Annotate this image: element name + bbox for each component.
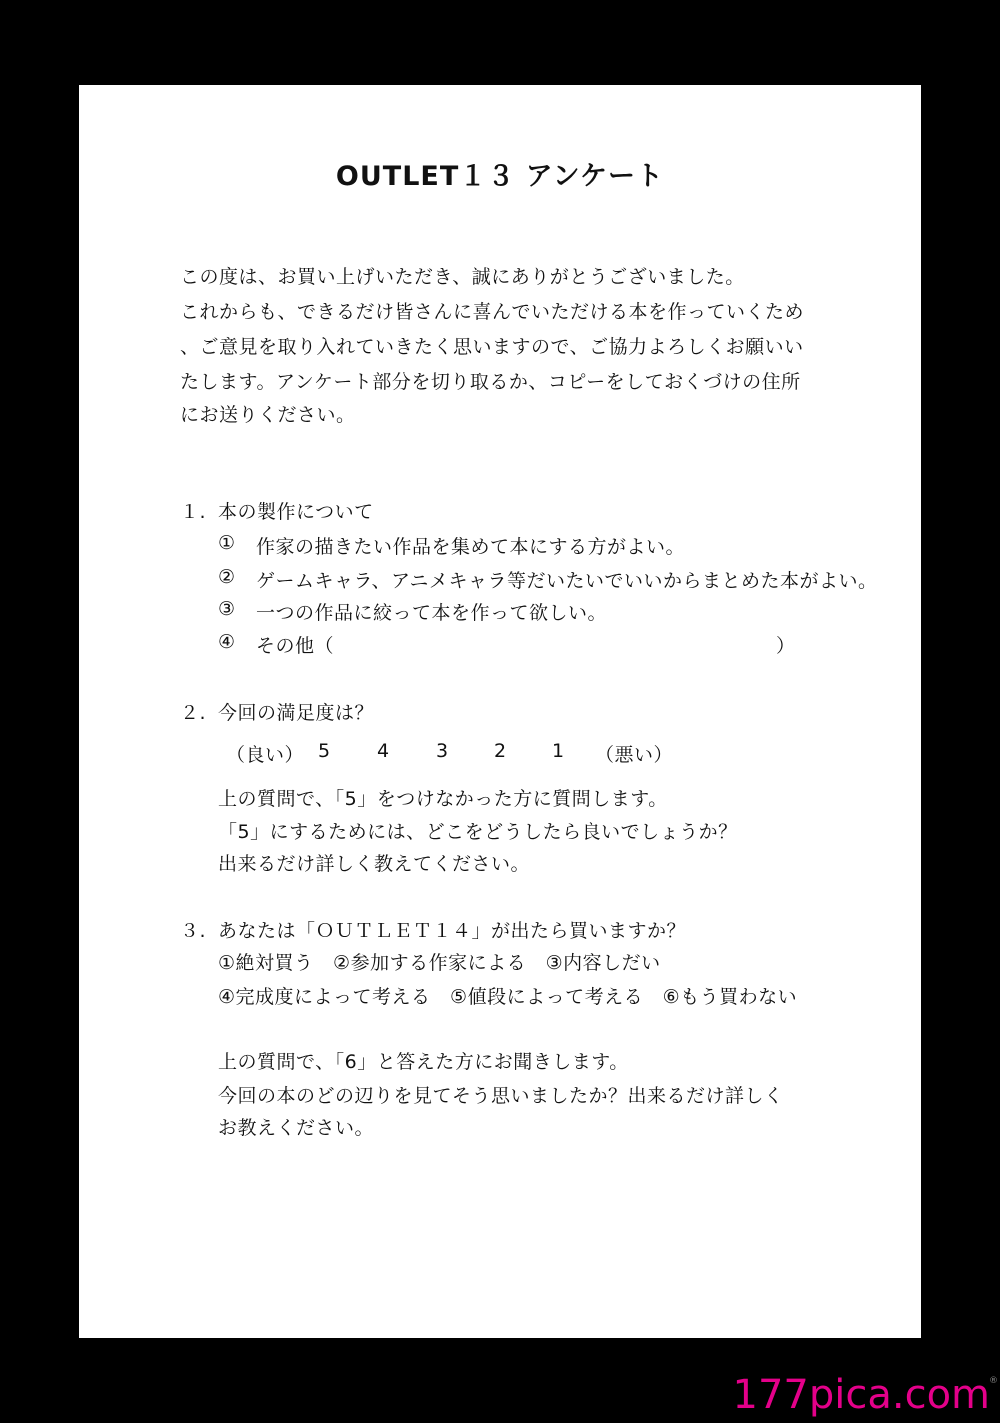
intro-line: この度は、お買い上げいただき、誠にありがとうございました。 <box>180 266 745 288</box>
intro-line: 、ご意見を取り入れていきたく思いますので、ご協力よろしくお願いい <box>180 336 804 358</box>
intro-line: にお送りください。 <box>180 404 356 426</box>
followup-line: 今回の本のどの辺りを見てそう思いましたか？出来るだけ詳しく <box>218 1085 784 1107</box>
option-text: 一つの作品に絞って本を作って欲しい。 <box>256 602 608 624</box>
rating-value: 1 <box>552 740 565 762</box>
rating-value: 5 <box>318 740 331 762</box>
close-paren: ） <box>776 635 796 657</box>
option-text: 作家の描きたい作品を集めて本にする方がよい。 <box>256 536 686 558</box>
option-number: ② <box>218 566 236 588</box>
question-number: １. <box>180 501 207 523</box>
rating-value: 2 <box>494 740 507 762</box>
choices-line: ④完成度によって考える ⑤値段によって考える ⑥もう買わない <box>218 986 798 1008</box>
question-number: ２. <box>180 702 207 724</box>
followup-line: お教えください。 <box>218 1117 375 1139</box>
watermark-logo: 177pica.com <box>732 1372 990 1418</box>
rating-value: 4 <box>377 740 390 762</box>
followup-line: 上の質問で、「6」と答えた方にお聞きします。 <box>218 1051 629 1073</box>
question-label: あなたは「ＯＵＴＬＥＴ１４」が出たら買いますか？ <box>218 920 687 942</box>
rating-bad-label: （悪い） <box>595 744 674 766</box>
page-title: OUTLET１３ アンケート <box>335 161 665 192</box>
followup-line: 出来るだけ詳しく教えてください。 <box>218 853 531 875</box>
intro-line: これからも、できるだけ皆さんに喜んでいただける本を作っていくため <box>180 301 805 323</box>
option-number: ④ <box>218 631 236 653</box>
rating-scale <box>0 740 1000 770</box>
option-text: ゲームキャラ、アニメキャラ等だいたいでいいからまとめた本がよい。 <box>256 570 878 592</box>
rating-good-label: （良い） <box>226 744 305 766</box>
question-label: 本の製作について <box>218 501 374 523</box>
intro-line: たします。アンケート部分を切り取るか、コピーをしておくづけの住所 <box>180 371 801 393</box>
option-number: ③ <box>218 598 236 620</box>
followup-line: 上の質問で、「5」をつけなかった方に質問します。 <box>218 788 668 810</box>
choices-line: ①絶対買う ②参加する作家による ③内容しだい <box>218 952 661 974</box>
question-number: ３. <box>180 920 207 942</box>
rating-value: 3 <box>436 740 449 762</box>
question-label: 今回の満足度は？ <box>218 702 375 724</box>
registered-mark: ® <box>989 1376 998 1386</box>
option-text: その他（ <box>256 635 335 657</box>
followup-line: 「5」にするためには、どこをどうしたら良いでしょうか？ <box>218 821 738 843</box>
option-number: ① <box>218 532 236 554</box>
